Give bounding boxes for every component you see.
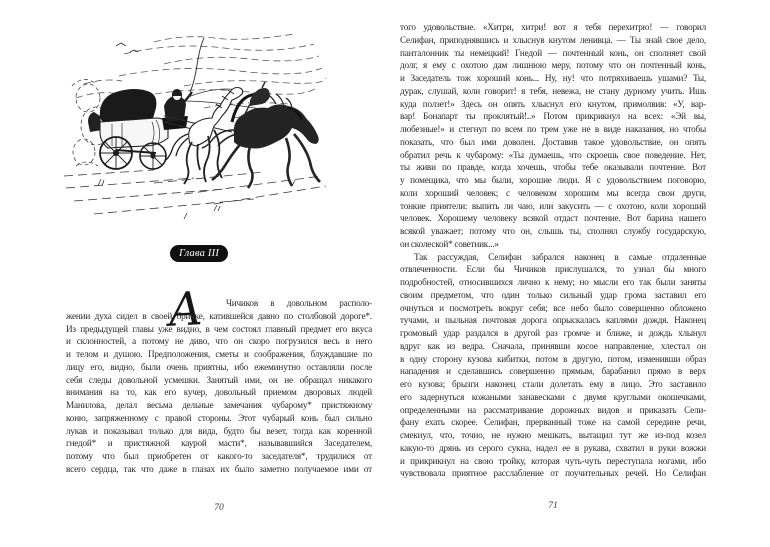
driver-cap <box>172 89 182 96</box>
text-line: в одну сторону кузова кибитки, потом в другую, потом, изменивши образ <box>400 353 706 364</box>
text-line: определенными на рассматривание дорожных видов и приказать Сели- <box>400 404 706 415</box>
text-line-first: Чичиков в довольном располо- <box>226 298 372 308</box>
chapter-heading-plaque <box>170 245 228 262</box>
ground-strokes <box>64 170 326 214</box>
text-line: любезные!» и стегнул по всем по трем уже не в виде наказания, но чтобы <box>400 124 706 134</box>
front-wheel <box>140 143 166 169</box>
page-number-left: 70 <box>214 503 224 513</box>
right-page-lines <box>400 21 706 480</box>
text-line: смекнул, что, точно, не нужно мешкать, вытащил тут же из-под козел <box>400 430 706 440</box>
grass-tufts <box>98 179 295 219</box>
text-line: очнуться и посмотреть вокруг себя; все небо было совершенно обложено <box>400 302 706 313</box>
text-line: он сколеской* советник...» <box>400 238 499 249</box>
text-line: коли хороший человек; с человеком хорошим мы всегда свои други, <box>400 187 706 198</box>
text-line: себя следы довольной усмешки. Занятый ими, он не обращал никакого <box>66 374 372 385</box>
text-line: ты живи по правде, когда хочешь, чтобы тебе оказывали почтение. Вот <box>400 162 706 173</box>
text-line: обратил речь к чубарому: «Ты думаешь, что скроешь свое поведение. Нет, <box>400 149 706 160</box>
text-line: панталонник ты немецкий! Гнедой — почтенный конь, он сполняет свой <box>400 47 706 58</box>
text-line: у помещика, что мы были, хорошие люди. Я с удовольствием поговорю, <box>400 175 706 185</box>
left-page-text-column <box>66 297 372 476</box>
text-line: какую-то дрянь из серого сукна, надел ее в рукава, схватил в руки вожжи <box>400 442 706 453</box>
text-line: Так рассуждая, Селифан забрался наконец в самые отдаленные <box>414 251 706 262</box>
text-line: дурак, слушай, коли говорит! я тебя, невежа, не стану дурному учить. Ишь <box>400 85 706 96</box>
text-line: фану ехать скорее. Селифан, прерванный тоже на самой середине речи, <box>400 417 706 428</box>
right-page-text-column <box>400 21 706 480</box>
text-line: своим предметом, что один только сильный удар грома заставил его <box>400 289 706 300</box>
text-line: и прикрикнул на свою тройку, которая чуть-чуть переступала ногами, ибо <box>400 455 706 466</box>
text-line: гнедой* и пристяжной каурой масти*, называвшийся Заседателем, <box>66 438 372 449</box>
text-line: и телом и душою. Предположения, сметы и соображения, блуждавшие по <box>66 349 372 359</box>
text-line: того удовольствие. «Хитри, хитри! вот я тебя перехитрю! — говорил <box>400 22 706 32</box>
left-page-lines <box>66 310 372 476</box>
text-line: и склонностей, а потому не диво, что он скоро погрузился весь в него <box>66 336 372 347</box>
text-line: и Заседатель тож хороший конь... Ну, ну! что потряхиваешь ушами? Ты, <box>400 73 706 83</box>
text-line: жении духа сидел в своей бричке, катившейся давно по столбовой дороге*. <box>66 310 372 321</box>
page-number-right: 71 <box>548 501 558 511</box>
text-line: его задернуться кожаными занавесками с двумя круглыми окошечками, <box>400 391 706 402</box>
text-line: Манилова, делал весьма дельные замечания чубарому* пристяжному <box>66 400 372 410</box>
chapter-heading-label: Глава III <box>179 248 220 259</box>
text-line: всего сердца, так что даже в глазах их было заметно получаемое ими от <box>66 463 372 474</box>
text-line: Селифан, приподнявшись и хлыснув кнутом ленивца. — Ты знай свое дело, <box>400 34 706 45</box>
birds-icon <box>116 43 138 52</box>
text-line: тонкие приятели: выпить ли чаю, или закусить — с охотою, коли хороший <box>400 200 706 211</box>
text-line: коню, запряженному с правой стороны. Этот чубарый конь был сильно <box>66 412 372 423</box>
text-line: вар! Бонапарт ты проклятый!..» Потом прикрикнул на всех: «Эй вы, <box>400 111 706 122</box>
text-line: отвлеченности. Если бы Чичиков прислушался, то узнал бы много <box>400 264 706 275</box>
text-line: лукав и показывал только для вида, будто бы везет, тогда как коренной <box>66 425 372 436</box>
text-line: всякой уважает; потому что он, слышь ты, сполнял службу государскую, <box>400 226 706 236</box>
text-line: куда ползет!» Здесь он опять хлыснул его кнутом, примолвив: «У, вар- <box>400 98 706 109</box>
drop-cap-letter: А <box>166 281 205 337</box>
text-line: нападения и сделавшись совершенно прямым, барабанил прямо в верх <box>400 366 706 377</box>
text-line: внимания на то, как его кучер, довольный приемом дворовых людей <box>66 387 372 398</box>
text-line: Из предыдущей главы уже видно, в чем состоял главный предмет его вкуса <box>66 323 372 334</box>
text-line: вдруг как из ведра. Сначала, принявши косое направление, хлестал он <box>400 340 706 351</box>
rear-wheel <box>100 137 132 169</box>
text-line: человек. Хорошему человеку всякой отдаст почтение. Вот барина нашего <box>400 213 706 224</box>
text-line: чувствовала приятное расслабление от поучительных речей. Но Селифан <box>400 468 706 479</box>
text-line: тучами, и пыльная почтовая дорога опрыскалась каплями дождя. Наконец <box>400 315 706 326</box>
text-line: подробностей, относившихся лично к нему; но мысли его так были заняты <box>400 277 706 287</box>
driver-arm <box>182 92 192 104</box>
text-line: долг, я ему с охотою дам лишнюю меру, потому что он почтенный конь, <box>400 60 706 71</box>
text-line: лицу его, видно, были очень приятны, ибо ежеминутно оставляли после <box>66 361 372 372</box>
text-line: потому что был приобретен от какого-то заседателя*, трудилися от <box>66 451 372 461</box>
text-line: показать, что был ими доволен. Доставив такое удовольствие, он опять <box>400 136 706 147</box>
troika-illustration <box>64 26 334 231</box>
text-line: громовый удар раздался в другой раз громче и ближе, и дождь хлынул <box>400 328 706 338</box>
text-line: его кузова; брызги наконец стали долетать ему в лицо. Это заставило <box>400 379 706 389</box>
